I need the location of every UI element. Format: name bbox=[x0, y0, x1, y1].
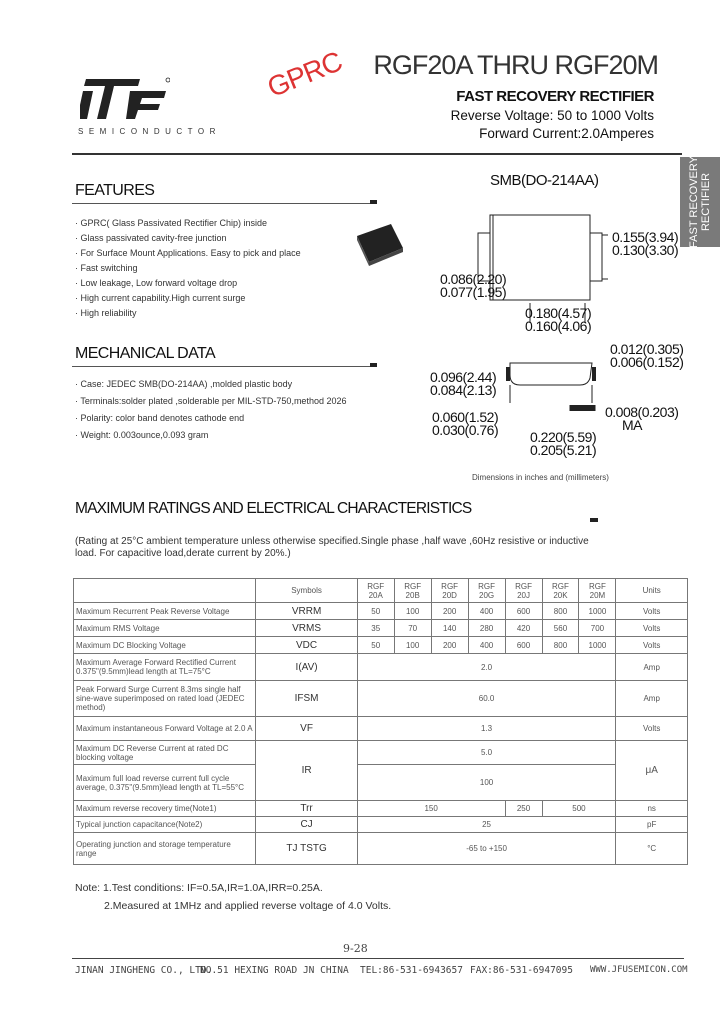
value-cell: 25 bbox=[357, 817, 616, 833]
note-2: 2.Measured at 1MHz and applied reverse voltage of 4.0 Volts. bbox=[104, 900, 392, 912]
table-row bbox=[74, 801, 688, 817]
features-rule bbox=[72, 203, 372, 204]
rule-marker bbox=[370, 363, 377, 367]
header-rule bbox=[72, 153, 682, 155]
header-part: RGF 20G bbox=[468, 579, 505, 603]
rule-marker bbox=[590, 518, 598, 522]
value-cell: 500 bbox=[542, 801, 616, 817]
value-cell: 700 bbox=[579, 620, 616, 637]
table-cell bbox=[74, 579, 256, 603]
dim-lead-min: 0.077(1.95) bbox=[440, 284, 507, 300]
symbol-cell: VRRM bbox=[256, 603, 357, 620]
value-cell: 140 bbox=[431, 620, 468, 637]
param-cell: Maximum Recurrent Peak Reverse Voltage bbox=[74, 603, 256, 620]
symbol-cell: TJ TSTG bbox=[256, 833, 357, 865]
package-name: SMB(DO-214AA) bbox=[490, 172, 599, 189]
dim-lead-thick-max: 0.012(0.305) bbox=[610, 341, 684, 357]
value-cell: 600 bbox=[505, 603, 542, 620]
value-cell: 1000 bbox=[579, 637, 616, 654]
value-cell: -65 to +150 bbox=[357, 833, 616, 865]
value-cell: 1.3 bbox=[357, 717, 616, 741]
value-cell: 200 bbox=[431, 637, 468, 654]
dim-overall-min: 0.205(5.21) bbox=[530, 442, 597, 458]
unit-cell: Volts bbox=[616, 717, 688, 741]
table-row bbox=[74, 717, 688, 741]
value-cell: 100 bbox=[394, 637, 431, 654]
features-list bbox=[75, 216, 301, 321]
value-cell: 560 bbox=[542, 620, 579, 637]
param-cell: Maximum RMS Voltage bbox=[74, 620, 256, 637]
list-item: · Terminals:solder plated ,solderable per MIL-STD-750,method 2026 bbox=[75, 393, 346, 410]
page-number: 9-28 bbox=[343, 942, 368, 955]
footer-rule bbox=[72, 958, 684, 959]
unit-cell: μA bbox=[616, 741, 688, 801]
ratings-condition-1: (Rating at 25°C ambient temperature unless otherwise specified.Single phase ,half wave ,60Hz resistive or inductive bbox=[75, 536, 589, 547]
param-cell: Maximum DC Reverse Current at rated DC blocking voltage bbox=[74, 741, 256, 765]
unit-cell: ns bbox=[616, 801, 688, 817]
unit-cell: pF bbox=[616, 817, 688, 833]
mechanical-rule bbox=[72, 366, 372, 367]
footer-tel: TEL:86-531-6943657 bbox=[360, 965, 463, 976]
value-cell: 400 bbox=[468, 637, 505, 654]
table-row bbox=[74, 765, 688, 801]
param-cell: Maximum reverse recovery time(Note1) bbox=[74, 801, 256, 817]
unit-cell: Amp bbox=[616, 654, 688, 681]
value-cell: 100 bbox=[357, 765, 616, 801]
value-cell: 50 bbox=[357, 637, 394, 654]
footer-fax: FAX:86-531-6947095 bbox=[470, 965, 573, 976]
unit-cell: Amp bbox=[616, 681, 688, 717]
value-cell: 400 bbox=[468, 603, 505, 620]
table-row bbox=[74, 620, 688, 637]
param-cell: Maximum DC Blocking Voltage bbox=[74, 637, 256, 654]
list-item: · Case: JEDEC SMB(DO-214AA) ,molded plastic body bbox=[75, 376, 346, 393]
list-item: · GPRC( Glass Passivated Rectifier Chip) inside bbox=[75, 216, 301, 231]
brand-gprc: GPRC bbox=[263, 45, 346, 104]
header-units: Units bbox=[616, 579, 688, 603]
value-cell: 2.0 bbox=[357, 654, 616, 681]
product-type: FAST RECOVERY RECTIFIER bbox=[456, 88, 654, 105]
ratings-condition-2: load. For capacitive load,derate current by 20%.) bbox=[75, 548, 291, 559]
unit-cell: Volts bbox=[616, 603, 688, 620]
rule-marker bbox=[370, 200, 377, 204]
param-cell: Peak Forward Surge Current 8.3ms single half sine-wave superimposed on rated load (JEDEC method) bbox=[74, 681, 256, 717]
forward-current: Forward Current:2.0Amperes bbox=[479, 126, 654, 141]
value-cell: 250 bbox=[505, 801, 542, 817]
header-part: RGF 20A bbox=[357, 579, 394, 603]
value-cell: 70 bbox=[394, 620, 431, 637]
list-item: · For Surface Mount Applications. Easy to pick and place bbox=[75, 246, 301, 261]
note-1: Note: 1.Test conditions: IF=0.5A,IR=1.0A,IRR=0.25A. bbox=[75, 882, 323, 894]
dim-overall-max: 0.220(5.59) bbox=[530, 429, 597, 445]
table-row bbox=[74, 603, 688, 620]
dim-foot-max: 0.060(1.52) bbox=[432, 409, 499, 425]
dim-foot-min: 0.030(0.76) bbox=[432, 422, 499, 438]
side-label-2: RECTIFIER bbox=[700, 172, 712, 232]
footer-company: JINAN JINGHENG CO., LTD. bbox=[75, 965, 213, 976]
header-part: RGF 20K bbox=[542, 579, 579, 603]
param-cell: Operating junction and storage temperature range bbox=[74, 833, 256, 865]
symbol-cell: VRMS bbox=[256, 620, 357, 637]
company-subtitle: SEMICONDUCTOR bbox=[78, 127, 221, 136]
value-cell: 420 bbox=[505, 620, 542, 637]
mechanical-heading: MECHANICAL DATA bbox=[75, 345, 216, 362]
list-item: · Fast switching bbox=[75, 261, 301, 276]
list-item: · Low leakage, Low forward voltage drop bbox=[75, 276, 301, 291]
table-row bbox=[74, 833, 688, 865]
table-row bbox=[74, 681, 688, 717]
list-item: · Polarity: color band denotes cathode end bbox=[75, 410, 346, 427]
symbol-cell: VF bbox=[256, 717, 357, 741]
dim-standoff: 0.008(0.203) bbox=[605, 404, 679, 420]
page-title: RGF20A THRU RGF20M bbox=[373, 50, 658, 80]
value-cell: 800 bbox=[542, 637, 579, 654]
value-cell: 600 bbox=[505, 637, 542, 654]
features-heading: FEATURES bbox=[75, 182, 155, 199]
header-symbols: Symbols bbox=[256, 579, 357, 603]
value-cell: 800 bbox=[542, 603, 579, 620]
header-part: RGF 20D bbox=[431, 579, 468, 603]
header-part: RGF 20B bbox=[394, 579, 431, 603]
table-row bbox=[74, 637, 688, 654]
unit-cell: Volts bbox=[616, 637, 688, 654]
table-row bbox=[74, 741, 688, 765]
list-item: · High reliability bbox=[75, 306, 301, 321]
value-cell: 50 bbox=[357, 603, 394, 620]
value-cell: 100 bbox=[394, 603, 431, 620]
unit-cell: Volts bbox=[616, 620, 688, 637]
symbol-cell: IFSM bbox=[256, 681, 357, 717]
param-cell: Typical junction capacitance(Note2) bbox=[74, 817, 256, 833]
value-cell: 200 bbox=[431, 603, 468, 620]
header-part: RGF 20M bbox=[579, 579, 616, 603]
ratings-heading: MAXIMUM RATINGS AND ELECTRICAL CHARACTERISTICS bbox=[75, 500, 472, 517]
dim-height-min: 0.130(3.30) bbox=[612, 242, 679, 258]
param-cell: Maximum Average Forward Rectified Current 0.375"(9.5mm)lead length at TL=75°C bbox=[74, 654, 256, 681]
symbol-cell: IR bbox=[256, 741, 357, 801]
reverse-voltage: Reverse Voltage: 50 to 1000 Volts bbox=[450, 108, 654, 123]
dim-length-min: 0.160(4.06) bbox=[525, 318, 592, 334]
value-cell: 5.0 bbox=[357, 741, 616, 765]
value-cell: 35 bbox=[357, 620, 394, 637]
symbol-cell: VDC bbox=[256, 637, 357, 654]
list-item: · High current capability.High current surge bbox=[75, 291, 301, 306]
value-cell: 280 bbox=[468, 620, 505, 637]
component-image bbox=[355, 222, 405, 267]
dim-standoff-label: MA bbox=[622, 417, 642, 433]
dim-body-h-min: 0.084(2.13) bbox=[430, 382, 497, 398]
mechanical-list bbox=[75, 376, 346, 444]
ratings-table bbox=[73, 578, 688, 865]
footer-web: WWW.JFUSEMICON.COM bbox=[590, 965, 688, 975]
unit-cell: °C bbox=[616, 833, 688, 865]
dim-lead-max: 0.086(2.20) bbox=[440, 271, 507, 287]
side-label-1: FAST RECOVERY bbox=[688, 156, 700, 248]
dim-lead-thick-min: 0.006(0.152) bbox=[610, 354, 684, 370]
dim-length-max: 0.180(4.57) bbox=[525, 305, 592, 321]
footer-address: NO.51 HEXING ROAD JN CHINA bbox=[200, 965, 349, 976]
param-cell: Maximum full load reverse current full cycle average, 0.375"(9.5mm)lead length at TL=55°C bbox=[74, 765, 256, 801]
units-note: Dimensions in inches and (millimeters) bbox=[472, 473, 609, 482]
symbol-cell: Trr bbox=[256, 801, 357, 817]
list-item: · Weight: 0.003ounce,0.093 gram bbox=[75, 427, 346, 444]
symbol-cell: CJ bbox=[256, 817, 357, 833]
company-logo bbox=[80, 77, 170, 122]
side-tab bbox=[680, 157, 720, 247]
header-part: RGF 20J bbox=[505, 579, 542, 603]
param-cell: Maximum instantaneous Forward Voltage at 2.0 A bbox=[74, 717, 256, 741]
table-row bbox=[74, 817, 688, 833]
dim-body-h-max: 0.096(2.44) bbox=[430, 369, 497, 385]
list-item: · Glass passivated cavity-free junction bbox=[75, 231, 301, 246]
value-cell: 1000 bbox=[579, 603, 616, 620]
table-header-row bbox=[74, 579, 688, 603]
table-row bbox=[74, 654, 688, 681]
dim-height-max: 0.155(3.94) bbox=[612, 229, 679, 245]
value-cell: 150 bbox=[357, 801, 505, 817]
symbol-cell: I(AV) bbox=[256, 654, 357, 681]
value-cell: 60.0 bbox=[357, 681, 616, 717]
